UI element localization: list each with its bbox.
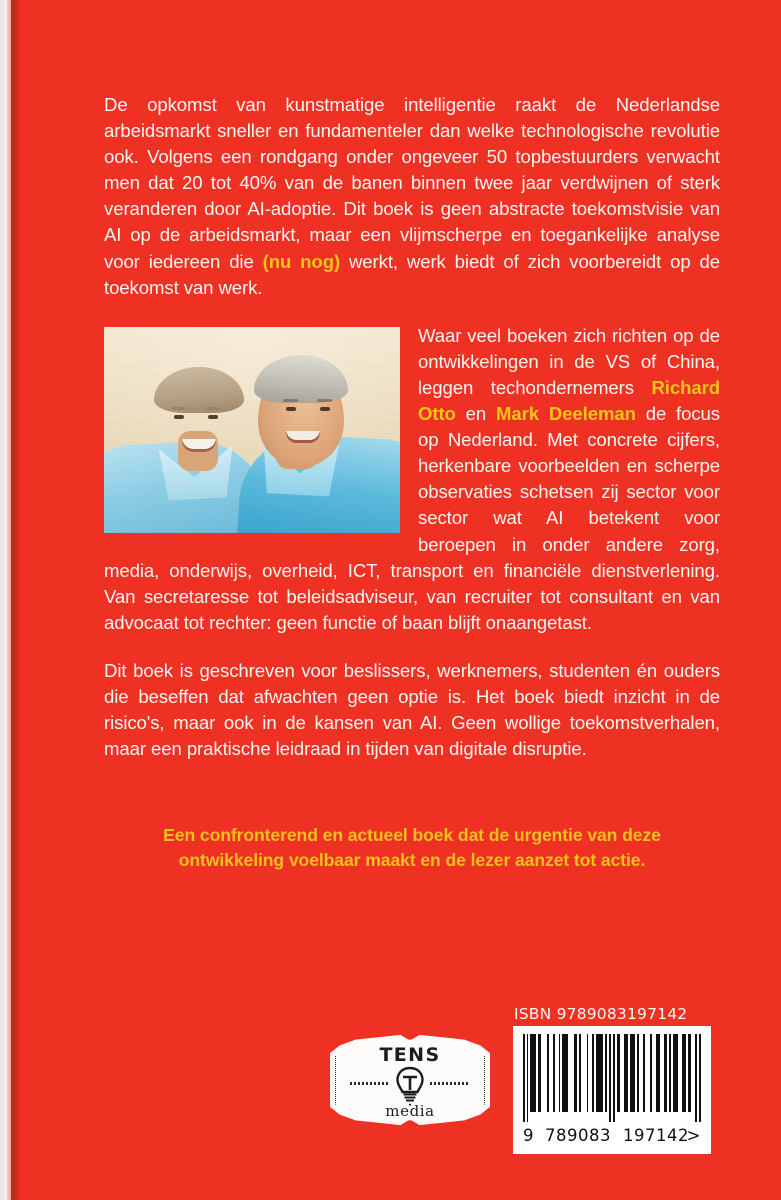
blurb-paragraph-2-conjunction: en — [455, 403, 496, 425]
author-photo — [104, 327, 400, 533]
isbn-barcode — [513, 1026, 711, 1154]
blurb-paragraph-1 — [104, 92, 720, 301]
photo-grain-overlay — [104, 327, 400, 533]
tagline-line-1: Een confronterend en actueel boek dat de urgentie van deze — [163, 825, 661, 845]
tagline-line-2: ontwikkeling voelbaar maakt en de lezer aanzet tot actie. — [178, 850, 646, 870]
blurb-paragraph-1-text-a: De opkomst van kunstmatige intelligentie raakt de Nederlandse arbeidsmarkt sneller en fundamenteler dan welke technologische revolutie ook. Volgens een rondgang onder ongeveer 50 topbestuurders verwacht men dat 20 tot 40% van de banen binnen twee jaar verdwijnen of sterk veranderen door AI-adoptie. Dit boek is geen abstracte toekomstvisie van AI op de arbeidsmarkt, maar een vlijmscherpe en toegankelijke analyse voor iedereen die — [104, 94, 720, 272]
blurb-paragraph-2-text-b: de focus op Nederland. Met concrete cijfers, herkenbare voorbeelden en scherpe observaties schetsen zij sector voor sector wat AI betekent voor beroepen in onder andere zorg, media, onderwijs, overheid, ICT, transport en financiële dienstverlening. Van secretaresse tot beleidsadviseur, van recruiter tot consultant en van advocaat tot rechter: geen functie of baan blijft onaangetast. — [104, 403, 720, 633]
isbn-label: ISBN 9789083197142 — [514, 1005, 688, 1023]
author-name-richard-otto: Richard Otto — [418, 376, 720, 425]
publisher-name-bottom: media — [385, 1102, 435, 1120]
barcode-group-left: 789083 — [545, 1126, 611, 1145]
barcode-bars — [523, 1034, 701, 1122]
publisher-logo-rule-right — [430, 1082, 470, 1085]
spine-shadow-edge — [11, 0, 20, 1200]
lightbulb-icon — [394, 1066, 426, 1106]
barcode-digit-first: 9 — [523, 1126, 534, 1145]
barcode-suffix: > — [686, 1126, 701, 1145]
blurb-paragraph-2-text-a: Waar veel boeken zich richten op de ontwikkelingen in de VS of China, leggen techondernemers — [418, 324, 720, 398]
publisher-logo-rule-left — [350, 1082, 390, 1085]
publisher-logo — [330, 1032, 490, 1128]
tagline — [104, 823, 720, 873]
author-name-mark-deeleman: Mark Deeleman — [495, 403, 636, 425]
barcode-digits — [523, 1122, 701, 1146]
blurb-paragraph-1-text-b: werkt, werk biedt of zich voorbereidt op de toekomst van werk. — [104, 250, 720, 298]
barcode-group-right: 197142 — [623, 1126, 689, 1145]
page-edge-strip — [0, 0, 7, 1200]
blurb-paragraph-3: Dit boek is geschreven voor beslissers, werknemers, studenten én ouders die beseffen dat afwachten geen optie is. Het boek biedt inzicht in de risico's, maar ook in de kansen van AI. Geen wollige toekomstverhalen, maar een praktische leidraad in tijden van digitale disruptie. — [104, 659, 720, 760]
publisher-name-top: TENS — [379, 1044, 441, 1066]
blurb-paragraph-1-highlight: (nu nog) — [262, 250, 341, 272]
blurb-content — [104, 92, 720, 784]
photo-and-paragraph-block — [104, 323, 720, 636]
